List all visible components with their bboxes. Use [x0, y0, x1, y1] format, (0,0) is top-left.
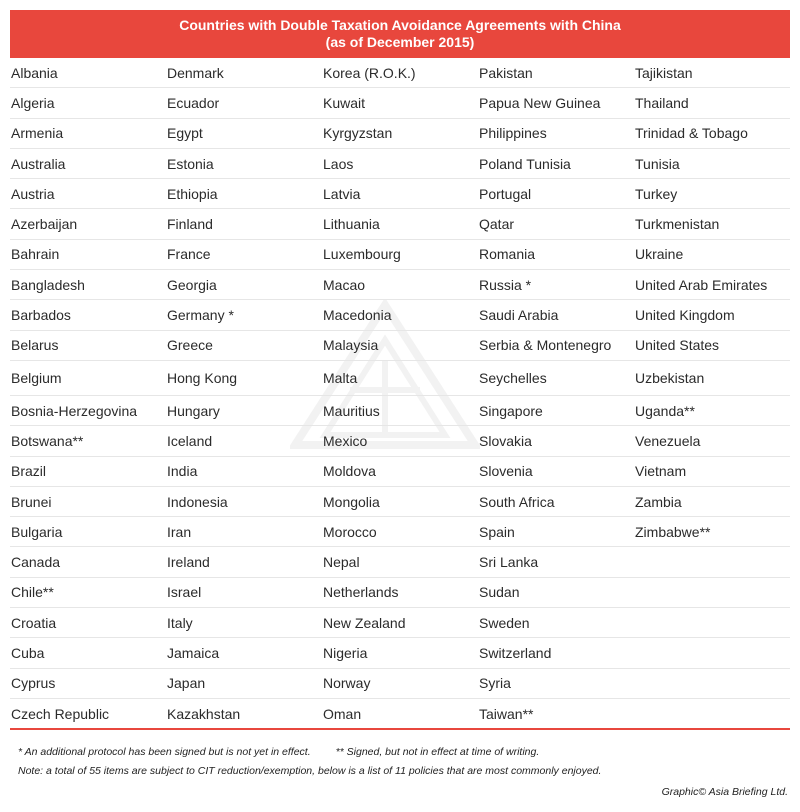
table-row — [10, 456, 790, 486]
country-cell — [634, 577, 790, 607]
table-row — [10, 239, 790, 269]
country-cell: Belgium — [10, 360, 166, 395]
table-row — [10, 300, 790, 330]
country-cell: Ukraine — [634, 239, 790, 269]
country-cell: Brunei — [10, 486, 166, 516]
country-cell: Moldova — [322, 456, 478, 486]
table-row — [10, 486, 790, 516]
country-cell: Tajikistan — [634, 58, 790, 88]
country-cell: Sri Lanka — [478, 547, 634, 577]
country-cell: Turkmenistan — [634, 209, 790, 239]
country-cell: Estonia — [166, 148, 322, 178]
country-cell: Spain — [478, 517, 634, 547]
country-cell: India — [166, 456, 322, 486]
table-row — [10, 608, 790, 638]
country-cell: Kuwait — [322, 88, 478, 118]
footnote-signed: ** Signed, but not in effect at time of writing. — [335, 746, 540, 758]
country-cell: Bosnia-Herzegovina — [10, 395, 166, 425]
country-cell: Oman — [322, 698, 478, 729]
footnotes — [18, 743, 788, 781]
country-cell: Hong Kong — [166, 360, 322, 395]
country-cell — [634, 547, 790, 577]
country-cell: Kyrgyzstan — [322, 118, 478, 148]
country-cell: Georgia — [166, 270, 322, 300]
table-row — [10, 148, 790, 178]
country-cell: Seychelles — [478, 360, 634, 395]
footnote-protocol: * An additional protocol has been signed but is not yet in effect. — [18, 746, 311, 758]
country-cell: Zambia — [634, 486, 790, 516]
country-cell — [634, 638, 790, 668]
country-cell: Japan — [166, 668, 322, 698]
country-cell: Slovenia — [478, 456, 634, 486]
country-cell: Armenia — [10, 118, 166, 148]
country-cell: Nigeria — [322, 638, 478, 668]
table-row — [10, 209, 790, 239]
country-cell: United Arab Emirates — [634, 270, 790, 300]
country-cell: Saudi Arabia — [478, 300, 634, 330]
countries-table-body — [10, 58, 790, 729]
country-cell: Philippines — [478, 118, 634, 148]
country-cell: United Kingdom — [634, 300, 790, 330]
country-cell: Mongolia — [322, 486, 478, 516]
country-cell: South Africa — [478, 486, 634, 516]
country-cell: Syria — [478, 668, 634, 698]
table-row — [10, 517, 790, 547]
table-row — [10, 668, 790, 698]
country-cell: Taiwan** — [478, 698, 634, 729]
country-cell: Belarus — [10, 330, 166, 360]
country-cell: Portugal — [478, 179, 634, 209]
country-cell: Barbados — [10, 300, 166, 330]
country-cell: Germany * — [166, 300, 322, 330]
country-cell: Sweden — [478, 608, 634, 638]
country-cell: Venezuela — [634, 426, 790, 456]
country-cell: Netherlands — [322, 577, 478, 607]
country-cell: Israel — [166, 577, 322, 607]
table-row — [10, 577, 790, 607]
country-cell: Austria — [10, 179, 166, 209]
country-cell: Zimbabwe** — [634, 517, 790, 547]
country-cell: Denmark — [166, 58, 322, 88]
country-cell: Trinidad & Tobago — [634, 118, 790, 148]
country-cell: Kazakhstan — [166, 698, 322, 729]
country-cell: Russia * — [478, 270, 634, 300]
country-cell: Mauritius — [322, 395, 478, 425]
country-cell: Uzbekistan — [634, 360, 790, 395]
table-row — [10, 360, 790, 395]
table-row — [10, 330, 790, 360]
footnote-cit: Note: a total of 55 items are subject to CIT reduction/exemption, below is a list of 11 policies that are most commonly enjoyed. — [18, 765, 602, 777]
country-cell: Cuba — [10, 638, 166, 668]
country-cell: Azerbaijan — [10, 209, 166, 239]
country-cell: Ethiopia — [166, 179, 322, 209]
country-cell: Greece — [166, 330, 322, 360]
country-cell: Albania — [10, 58, 166, 88]
table-row — [10, 88, 790, 118]
country-cell: Luxembourg — [322, 239, 478, 269]
country-cell: Bulgaria — [10, 517, 166, 547]
country-cell: Malta — [322, 360, 478, 395]
country-cell: Uganda** — [634, 395, 790, 425]
country-cell: Jamaica — [166, 638, 322, 668]
table-row — [10, 179, 790, 209]
country-cell: Thailand — [634, 88, 790, 118]
country-cell: Bahrain — [10, 239, 166, 269]
country-cell: Romania — [478, 239, 634, 269]
country-cell: Czech Republic — [10, 698, 166, 729]
country-cell: United States — [634, 330, 790, 360]
country-cell — [634, 668, 790, 698]
country-cell: Macedonia — [322, 300, 478, 330]
table-row — [10, 547, 790, 577]
country-cell: Bangladesh — [10, 270, 166, 300]
table-row — [10, 426, 790, 456]
country-cell: Brazil — [10, 456, 166, 486]
country-cell: Iceland — [166, 426, 322, 456]
country-cell: Chile** — [10, 577, 166, 607]
country-cell: Poland Tunisia — [478, 148, 634, 178]
country-cell: Slovakia — [478, 426, 634, 456]
country-cell: Pakistan — [478, 58, 634, 88]
country-cell: Italy — [166, 608, 322, 638]
country-cell: Iran — [166, 517, 322, 547]
table-title: Countries with Double Taxation Avoidance Agreements with China — [179, 17, 621, 33]
country-cell: Ireland — [166, 547, 322, 577]
country-cell — [634, 698, 790, 729]
table-row — [10, 638, 790, 668]
table-row — [10, 118, 790, 148]
country-cell: Switzerland — [478, 638, 634, 668]
graphic-credit: Graphic© Asia Briefing Ltd. — [661, 786, 788, 798]
country-cell: Australia — [10, 148, 166, 178]
country-cell: Norway — [322, 668, 478, 698]
country-cell: Macao — [322, 270, 478, 300]
country-cell: Singapore — [478, 395, 634, 425]
table-row — [10, 698, 790, 729]
table-row — [10, 395, 790, 425]
country-cell: Cyprus — [10, 668, 166, 698]
country-cell: Ecuador — [166, 88, 322, 118]
country-cell: Finland — [166, 209, 322, 239]
country-cell: Hungary — [166, 395, 322, 425]
country-cell: Latvia — [322, 179, 478, 209]
country-cell: Turkey — [634, 179, 790, 209]
country-cell: Mexico — [322, 426, 478, 456]
table-header — [10, 10, 790, 58]
country-cell: Indonesia — [166, 486, 322, 516]
country-cell: Lithuania — [322, 209, 478, 239]
country-cell: Tunisia — [634, 148, 790, 178]
country-cell: Canada — [10, 547, 166, 577]
country-cell: New Zealand — [322, 608, 478, 638]
country-cell: Korea (R.O.K.) — [322, 58, 478, 88]
country-cell: Papua New Guinea — [478, 88, 634, 118]
country-cell: Morocco — [322, 517, 478, 547]
country-cell: Egypt — [166, 118, 322, 148]
country-cell: Sudan — [478, 577, 634, 607]
footnote-row — [18, 743, 788, 762]
table-subtitle: (as of December 2015) — [325, 34, 475, 50]
country-cell: Serbia & Montenegro — [478, 330, 634, 360]
countries-table — [10, 58, 790, 730]
country-cell: France — [166, 239, 322, 269]
country-cell: Nepal — [322, 547, 478, 577]
country-cell: Laos — [322, 148, 478, 178]
country-cell: Qatar — [478, 209, 634, 239]
country-cell: Croatia — [10, 608, 166, 638]
country-cell: Malaysia — [322, 330, 478, 360]
country-cell: Vietnam — [634, 456, 790, 486]
country-cell: Algeria — [10, 88, 166, 118]
table-row — [10, 270, 790, 300]
country-cell: Botswana** — [10, 426, 166, 456]
table-row — [10, 58, 790, 88]
country-cell — [634, 608, 790, 638]
